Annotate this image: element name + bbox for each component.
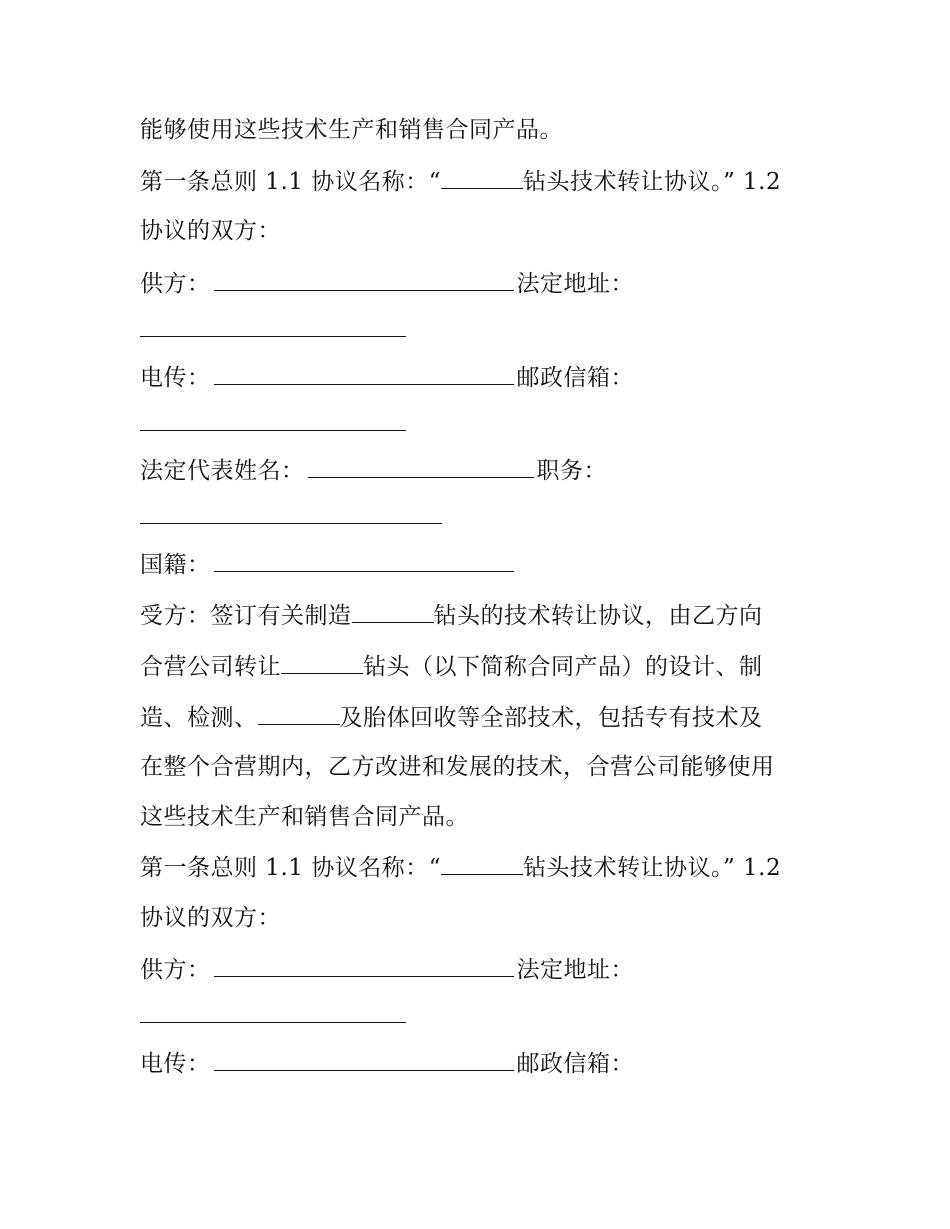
fill-in-blank [352, 600, 434, 623]
text-line [140, 166, 781, 197]
text-line [140, 268, 634, 299]
line-text: 第一条总则 1.1 协议名称：“ [140, 855, 441, 881]
representative-name-blank [308, 455, 534, 478]
text-line [140, 455, 607, 486]
line-text: 邮政信箱： [516, 365, 634, 391]
legal-address-blank [140, 314, 406, 337]
text-line [140, 408, 406, 439]
text-line [140, 115, 563, 145]
line-text: 及胎体回收等全部技术，包括专有技术及 [339, 705, 763, 731]
fill-in-blank [441, 166, 523, 189]
text-line [140, 852, 781, 883]
text-line [140, 752, 775, 782]
line-text: 供方： [140, 271, 211, 297]
supplier-name-blank [214, 268, 514, 291]
legal-address-blank [140, 1000, 406, 1023]
position-blank [140, 501, 442, 524]
text-line [140, 549, 517, 580]
line-text: 电传： [140, 365, 211, 391]
line-text: 协议的双方： [140, 218, 281, 244]
telex-blank [214, 1048, 514, 1071]
line-text: 法定地址： [516, 957, 634, 983]
text-line [140, 903, 281, 933]
text-line [140, 1000, 406, 1031]
telex-blank [214, 362, 514, 385]
line-text: 国籍： [140, 552, 211, 578]
line-text: 这些技术生产和销售合同产品。 [140, 804, 469, 830]
line-text: 钻头技术转让协议。” 1.2 [522, 855, 782, 881]
line-text: 受方：签订有关制造 [140, 603, 352, 629]
nationality-blank [214, 549, 514, 572]
line-text: 合营公司转让 [140, 654, 281, 680]
line-text: 钻头（以下简称合同产品）的设计、制 [363, 654, 763, 680]
text-line [140, 362, 634, 393]
text-line [140, 1048, 634, 1079]
line-text: 供方： [140, 957, 211, 983]
text-line [140, 702, 763, 733]
text-line [140, 314, 406, 345]
line-text: 能够使用这些技术生产和销售合同产品。 [140, 117, 563, 143]
text-line [140, 600, 763, 631]
fill-in-blank [441, 852, 523, 875]
line-text: 职务： [536, 458, 607, 484]
line-text: 法定地址： [516, 271, 634, 297]
text-line [140, 216, 281, 246]
line-text: 在整个合营期内，乙方改进和发展的技术，合营公司能够使用 [140, 754, 775, 780]
po-box-blank [140, 408, 406, 431]
text-line [140, 802, 469, 832]
line-text: 钻头的技术转让协议，由乙方向 [433, 603, 763, 629]
supplier-name-blank [214, 954, 514, 977]
text-line [140, 954, 634, 985]
text-line [140, 651, 763, 682]
line-text: 第一条总则 1.1 协议名称：“ [140, 169, 441, 195]
line-text: 协议的双方： [140, 905, 281, 931]
fill-in-blank [258, 702, 340, 725]
line-text: 造、检测、 [140, 705, 258, 731]
line-text: 钻头技术转让协议。” 1.2 [522, 169, 782, 195]
line-text: 法定代表姓名： [140, 458, 305, 484]
line-text: 邮政信箱： [516, 1051, 634, 1077]
line-text: 电传： [140, 1051, 211, 1077]
text-line [140, 501, 442, 532]
fill-in-blank [281, 651, 363, 674]
